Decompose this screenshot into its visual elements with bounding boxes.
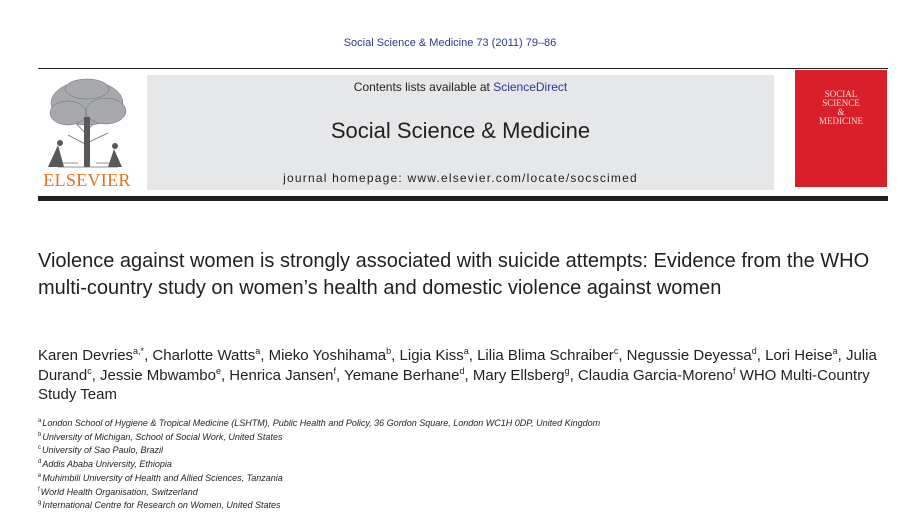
author-affiliation-marker[interactable]: a	[463, 346, 469, 356]
author-name[interactable]: Mieko Yoshihama	[268, 347, 387, 364]
affiliation-item	[38, 499, 888, 513]
author-affiliation-marker[interactable]: e	[215, 365, 221, 376]
author-separator: ,	[220, 366, 230, 384]
author-name[interactable]: Yemane Berhane	[344, 366, 460, 384]
affiliation-item	[38, 417, 888, 431]
journal-banner	[147, 75, 774, 190]
cover-title-line: MEDICINE	[819, 116, 863, 126]
header-top-rule	[38, 68, 888, 69]
elsevier-logo[interactable]	[38, 75, 136, 190]
elsevier-tree-icon	[38, 75, 136, 170]
author-name[interactable]: Claudia Garcia-Moreno	[577, 366, 733, 384]
author-name[interactable]: Karen Devries	[38, 347, 134, 364]
affiliation-item	[38, 486, 888, 500]
author-name[interactable]: Julia Durand	[38, 347, 877, 384]
cover-title-line: SOCIAL	[824, 89, 858, 99]
affiliation-key: g	[38, 500, 42, 507]
contents-line	[147, 80, 774, 94]
affiliation-item	[38, 458, 888, 472]
cover-title-line: &	[837, 107, 845, 117]
affiliation-item	[38, 472, 888, 486]
homepage-prefix: journal homepage:	[283, 171, 408, 185]
affiliation-text: London School of Hygiene & Tropical Medicine (LSHTM), Public Health and Policy, 36 Gordon Square, London WC1H 0DP, United Kingdom	[42, 418, 601, 428]
author-name[interactable]: Ligia Kiss	[399, 347, 464, 364]
author-affiliation-marker[interactable]: a	[832, 346, 838, 356]
author-name[interactable]: Charlotte Watts	[152, 347, 256, 364]
author-separator: ,	[464, 366, 473, 384]
author-separator: ,	[569, 366, 578, 384]
author-affiliation-marker[interactable]: g	[564, 365, 570, 376]
author-separator: ,	[618, 347, 627, 364]
author-name[interactable]: Jessie Mbwambo	[100, 366, 216, 384]
author-name[interactable]: WHO Multi-Country Study Team	[38, 366, 870, 403]
affiliation-text: University of Michigan, School of Social Work, United States	[42, 431, 283, 442]
author-separator: ,	[468, 347, 478, 364]
journal-citation[interactable]: Social Science & Medicine 73 (2011) 79–86	[343, 37, 557, 49]
affiliation-text: World Health Organisation, Switzerland	[40, 486, 198, 497]
author-name[interactable]: Henrica Jansen	[229, 366, 334, 384]
author-affiliation-marker[interactable]: d	[459, 365, 465, 376]
journal-homepage-link[interactable]: www.elsevier.com/locate/socscimed	[407, 171, 638, 185]
affiliation-key: a	[38, 418, 42, 424]
author-affiliation-marker[interactable]: a	[255, 346, 261, 356]
affiliation-key: b	[38, 431, 42, 438]
author-affiliation-marker[interactable]: b	[386, 346, 392, 356]
author-name[interactable]: Lilia Blima Schraiber	[477, 347, 614, 364]
author-affiliation-marker[interactable]: f	[333, 365, 337, 376]
journal-name: Social Science & Medicine	[330, 118, 591, 143]
article-title: Violence against women is strongly associated with suicide attempts: Evidence from the WHO multi-country study on women’s health and domestic violence against women	[38, 250, 870, 299]
affiliation-text: Addis Ababa University, Ethiopia	[42, 459, 172, 470]
author-name[interactable]: Mary Ellsberg	[472, 366, 565, 384]
author-separator: ,	[391, 347, 400, 364]
journal-cover-thumbnail[interactable]	[795, 70, 887, 187]
sciencedirect-link[interactable]: ScienceDirect	[493, 80, 568, 94]
author-separator: ,	[144, 347, 153, 364]
author-separator: ,	[91, 366, 101, 384]
affiliation-key: e	[38, 472, 42, 479]
homepage-line	[147, 171, 774, 185]
affiliation-item	[38, 431, 888, 445]
author-name[interactable]: Lori Heise	[765, 347, 833, 364]
author-list	[38, 346, 888, 405]
affiliation-item	[38, 444, 888, 458]
author-affiliation-marker[interactable]: f	[733, 365, 736, 376]
affiliation-key: c	[38, 445, 41, 452]
affiliation-text: Muhimbili University of Health and Allied Sciences, Tanzania	[42, 472, 283, 483]
cover-title-line: SCIENCE	[822, 98, 860, 108]
author-affiliation-marker[interactable]: c	[613, 346, 619, 356]
author-name[interactable]: Negussie Deyessa	[626, 347, 752, 364]
author-affiliation-marker[interactable]: a,*	[133, 346, 145, 356]
author-separator: ,	[756, 347, 766, 364]
author-separator: ,	[260, 347, 269, 364]
affiliation-key: d	[38, 459, 42, 466]
author-separator: ,	[837, 347, 846, 364]
affiliation-list	[38, 417, 888, 513]
elsevier-wordmark: ELSEVIER	[43, 170, 131, 190]
author-separator: ,	[336, 366, 345, 384]
affiliation-text: University of Sao Paulo, Brazil	[42, 445, 164, 456]
affiliation-text: International Centre for Research on Women, United States	[42, 500, 281, 511]
author-affiliation-marker[interactable]: d	[751, 346, 757, 356]
affiliation-key: f	[38, 486, 40, 493]
author-affiliation-marker[interactable]: c	[87, 365, 92, 376]
contents-prefix: Contents lists available at	[353, 80, 494, 94]
header-bottom-rule	[38, 196, 888, 201]
cover-title	[799, 90, 883, 126]
